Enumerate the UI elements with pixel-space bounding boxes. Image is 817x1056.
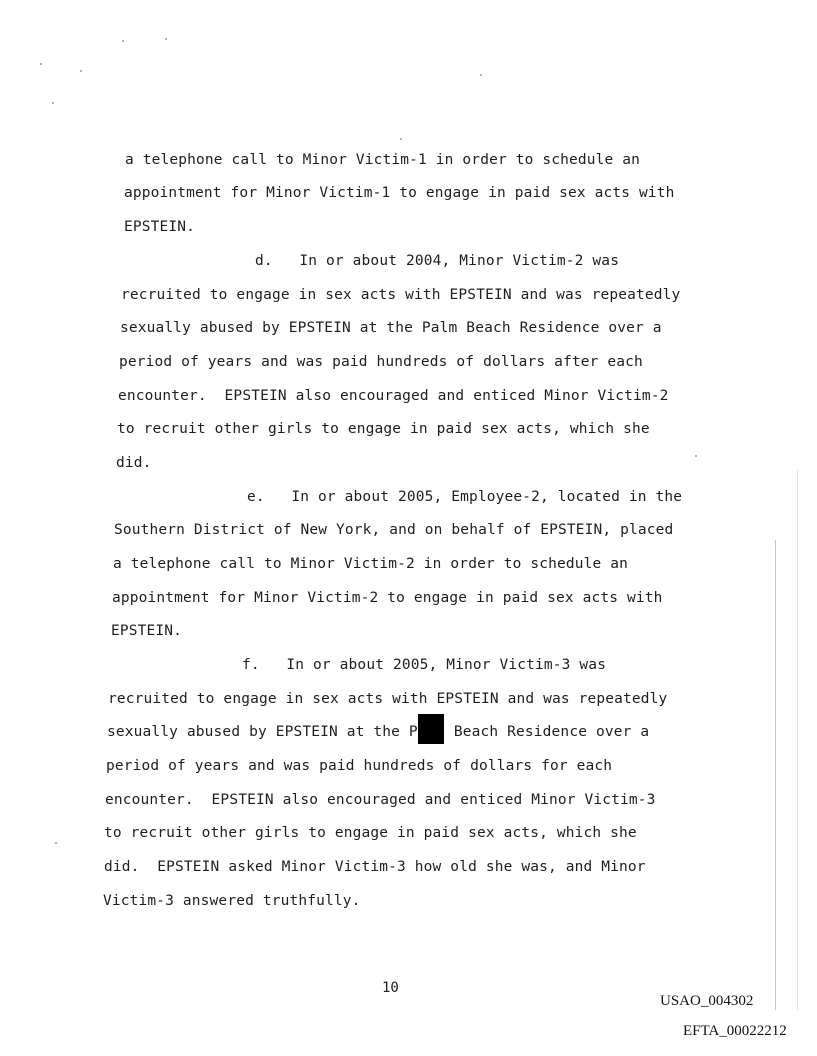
paragraph-e-start: e. In or about 2005, Employee-2, located in the [247,489,683,505]
scan-speck [165,38,167,40]
text-line: EPSTEIN. [111,623,183,639]
text-line: did. EPSTEIN asked Minor Victim-3 how old she was, and Minor [104,859,646,875]
paragraph-f-start: f. In or about 2005, Minor Victim-3 was [242,657,607,673]
bates-number-efta: EFTA_00022212 [683,1023,787,1039]
redaction-box [418,714,444,744]
scan-edge-line [797,470,798,1010]
scan-speck [52,102,54,104]
text-line: did. [116,455,152,471]
text-line: appointment for Minor Victim-1 to engage in paid sex acts with [124,185,675,201]
scan-speck [480,74,482,76]
scan-speck [400,138,402,140]
text-line: encounter. EPSTEIN also encouraged and enticed Minor Victim-2 [118,388,669,404]
text-line: recruited to engage in sex acts with EPSTEIN and was repeatedly [108,691,668,707]
scan-speck [695,455,697,457]
scan-speck [80,70,82,72]
text-line: period of years and was paid hundreds of dollars after each [119,354,643,370]
text-line: to recruit other girls to engage in paid sex acts, which she [104,825,637,841]
text-line: sexually abused by EPSTEIN at the P [107,724,418,740]
paragraph-d-start: d. In or about 2004, Minor Victim-2 was [255,253,620,269]
text-line: recruited to engage in sex acts with EPSTEIN and was repeatedly [121,287,681,303]
text-line: appointment for Minor Victim-2 to engage in paid sex acts with [112,590,663,606]
text-line: Southern District of New York, and on behalf of EPSTEIN, placed [114,522,674,538]
text-line: period of years and was paid hundreds of dollars for each [106,758,613,774]
text-line: to recruit other girls to engage in paid sex acts, which she [117,421,650,437]
scan-edge-line [775,540,776,1010]
text-line: sexually abused by EPSTEIN at the Palm Beach Residence over a [120,320,662,336]
scan-speck [40,63,42,65]
page-number: 10 [382,980,399,996]
bates-number-usao: USAO_004302 [660,993,754,1009]
text-line: Victim-3 answered truthfully. [103,893,361,909]
scan-speck [122,40,124,42]
scan-speck [55,842,57,844]
text-line: a telephone call to Minor Victim-1 in order to schedule an [125,152,641,168]
text-line: EPSTEIN. [124,219,196,235]
text-line: encounter. EPSTEIN also encouraged and enticed Minor Victim-3 [105,792,656,808]
text-line: Beach Residence over a [445,724,650,740]
text-line: a telephone call to Minor Victim-2 in order to schedule an [113,556,629,572]
